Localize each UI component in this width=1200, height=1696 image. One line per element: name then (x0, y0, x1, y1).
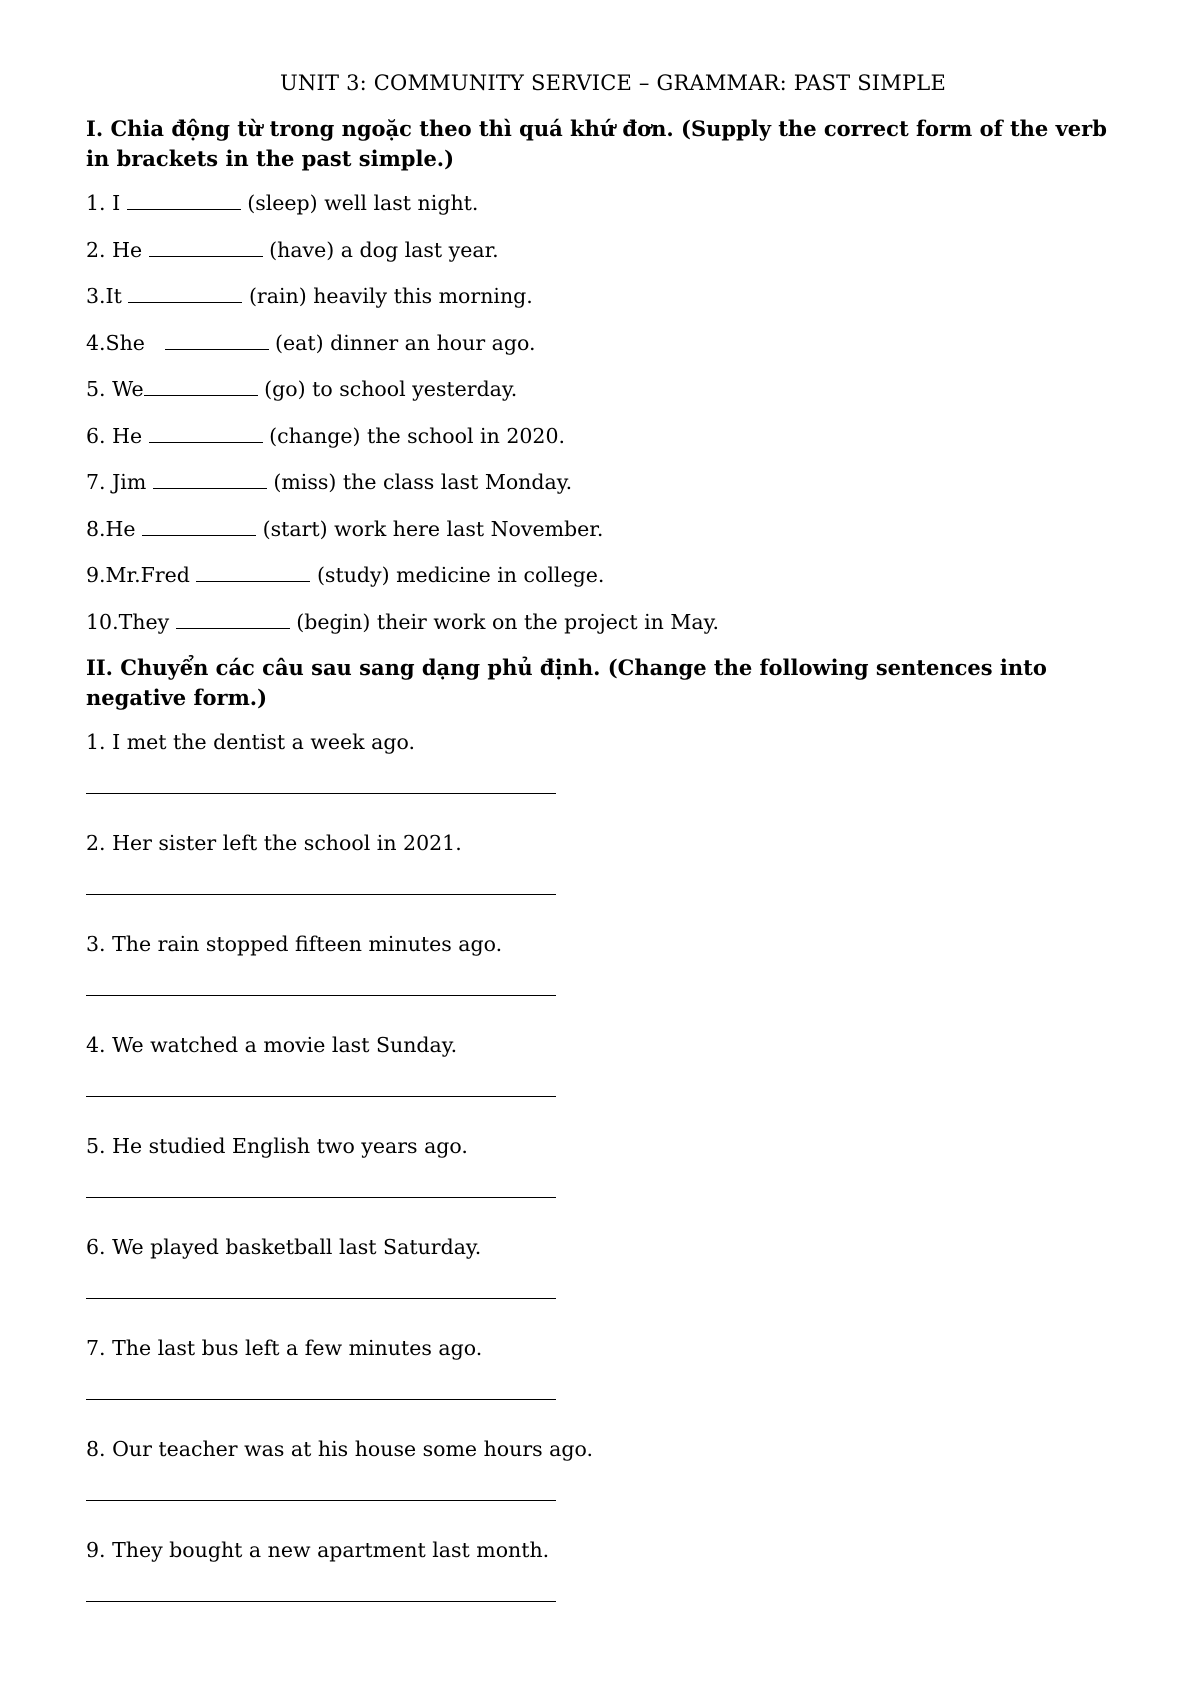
answer-blank[interactable] (149, 422, 263, 443)
item-suffix: (study) medicine in college. (310, 563, 605, 587)
sentence-item: 8. Our teacher was at his house some hours ago. (86, 1437, 593, 1461)
fill-blank-item (86, 281, 1126, 311)
fill-blank-item (86, 188, 1126, 218)
answer-blank[interactable] (127, 189, 241, 210)
item-suffix: (change) the school in 2020. (262, 423, 566, 448)
item-prefix: 8.He (86, 516, 143, 541)
sentence-item: 9. They bought a new apartment last month. (86, 1538, 550, 1562)
item-suffix: (eat) dinner an hour ago. (268, 330, 536, 355)
fill-blank-item (86, 235, 1126, 265)
fill-blank-item (86, 467, 1126, 497)
answer-line[interactable] (86, 995, 556, 996)
item-prefix: 9.Mr.Fred (86, 563, 197, 587)
fill-blank-item (86, 514, 1126, 544)
item-suffix: (begin) their work on the project in May. (289, 609, 719, 634)
item-suffix: (miss) the class last Monday. (266, 470, 573, 494)
section-2-heading: II. Chuyển các câu sau sang dạng phủ định. (Change the following sentences into negative form.) (86, 655, 1047, 710)
sentence-item: 3. The rain stopped fifteen minutes ago. (86, 932, 503, 956)
fill-blank-item (86, 374, 1126, 404)
answer-line[interactable] (86, 1399, 556, 1400)
answer-line[interactable] (86, 1298, 556, 1299)
item-suffix: (sleep) well last night. (240, 191, 479, 215)
fill-blank-item (86, 328, 1126, 358)
item-suffix: (rain) heavily this morning. (242, 284, 533, 308)
item-prefix: 6. He (86, 423, 149, 448)
answer-blank[interactable] (144, 375, 258, 396)
item-prefix: 2. He (86, 237, 149, 262)
page-title: UNIT 3: COMMUNITY SERVICE – GRAMMAR: PAST SIMPLE (280, 71, 946, 95)
sentence-item: 7. The last bus left a few minutes ago. (86, 1336, 483, 1360)
item-prefix: 4.She (86, 330, 165, 355)
answer-blank[interactable] (149, 236, 263, 257)
item-suffix: (have) a dog last year. (262, 237, 499, 262)
item-suffix: (go) to school yesterday. (257, 377, 518, 401)
sentence-item: 2. Her sister left the school in 2021. (86, 831, 462, 855)
answer-blank[interactable] (142, 515, 256, 536)
answer-blank[interactable] (153, 468, 267, 489)
fill-blank-item (86, 421, 1126, 451)
sentence-item: 6. We played basketball last Saturday. (86, 1235, 482, 1259)
answer-line[interactable] (86, 1197, 556, 1198)
sentence-item: 5. He studied English two years ago. (86, 1134, 468, 1158)
answer-blank[interactable] (165, 329, 269, 350)
answer-blank[interactable] (196, 561, 310, 582)
section-1-items (86, 188, 1126, 637)
item-prefix: 7. Jim (86, 470, 153, 494)
fill-blank-item (86, 560, 1126, 590)
item-prefix: 1. I (86, 191, 127, 215)
answer-line[interactable] (86, 894, 556, 895)
sentence-item: 4. We watched a movie last Sunday. (86, 1033, 458, 1057)
answer-line[interactable] (86, 1500, 556, 1501)
item-suffix: (start) work here last November. (256, 516, 604, 541)
item-prefix: 5. We (86, 377, 144, 401)
section-2 (86, 653, 1126, 1602)
answer-line[interactable] (86, 1096, 556, 1097)
answer-blank[interactable] (128, 282, 242, 303)
section-1 (86, 114, 1126, 637)
fill-blank-item (86, 607, 1126, 637)
sentence-item: 1. I met the dentist a week ago. (86, 730, 415, 754)
item-prefix: 3.It (86, 284, 129, 308)
section-1-heading: I. Chia động từ trong ngoặc theo thì quá khứ đơn. (Supply the correct form of the verb in brackets in the past simple.) (86, 116, 1107, 171)
answer-line[interactable] (86, 793, 556, 794)
answer-line[interactable] (86, 1601, 556, 1602)
worksheet-page (86, 68, 1126, 1636)
answer-blank[interactable] (176, 608, 290, 629)
item-prefix: 10.They (86, 609, 176, 634)
